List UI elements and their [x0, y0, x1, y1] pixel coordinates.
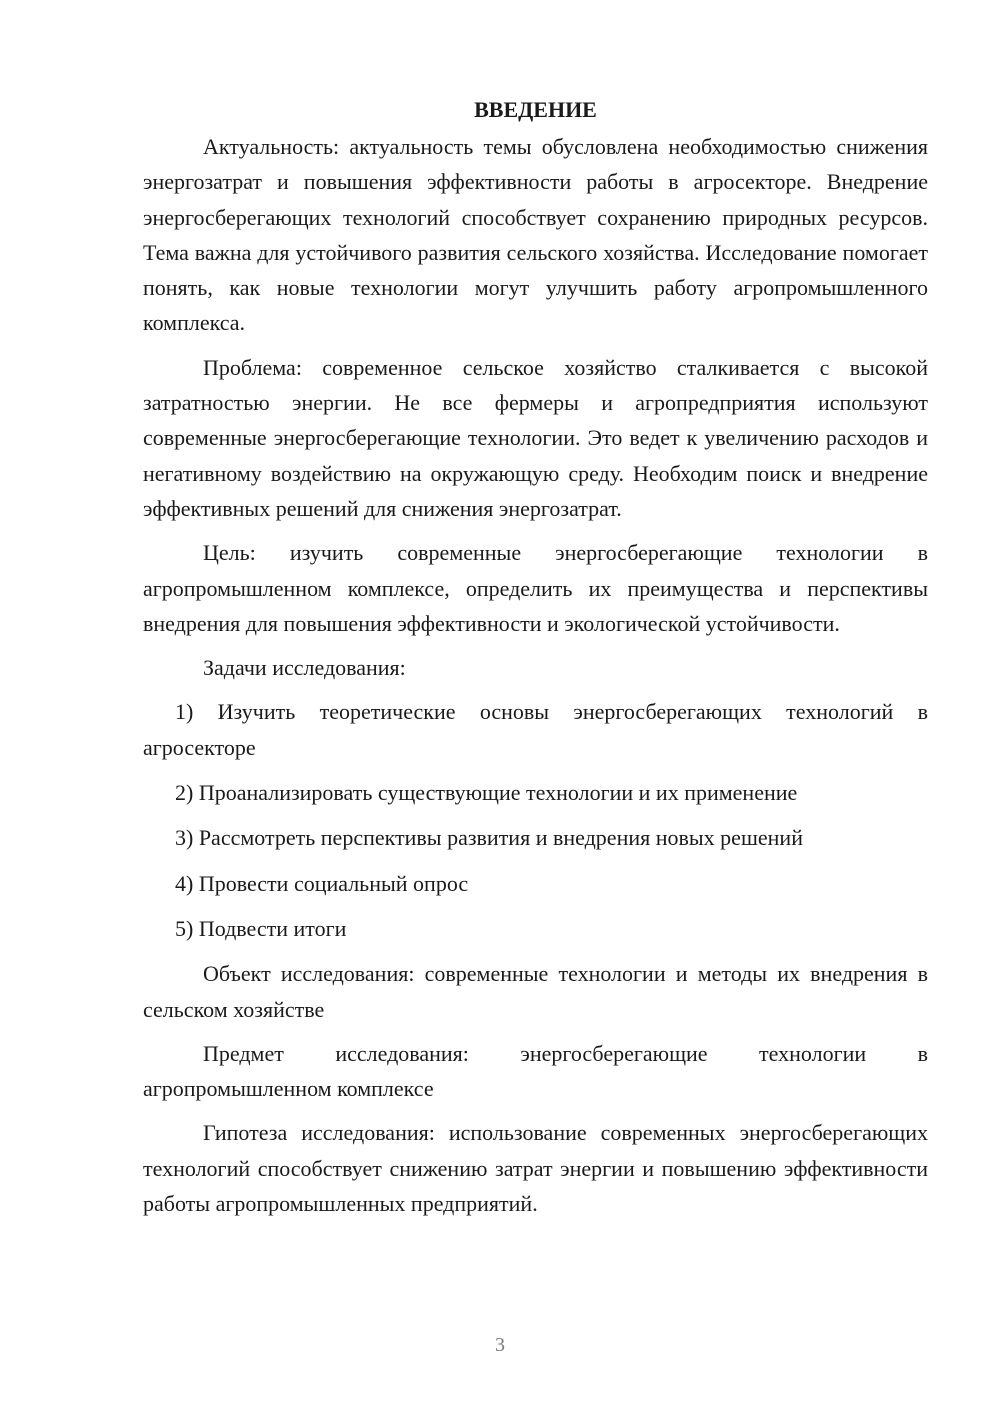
hypothesis-paragraph: Гипотеза исследования: использование современных энергосберегающих технологий способствует снижению затрат энергии и повышению эффективности работы агропромышленных предприятий.	[143, 1120, 928, 1217]
goal-paragraph: Цель: изучить современные энергосберегающие технологии в агропромышленном комплексе, определить их преимущества и перспективы внедрения для повышения эффективности и экологической устойчивости.	[143, 540, 928, 636]
page-heading: ВВЕДЕНИЕ	[474, 97, 597, 122]
object-paragraph: Объект исследования: современные технологии и методы их внедрения в сельском хозяйстве	[143, 961, 928, 1022]
list-item: 2) Проанализировать существующие технологии и их применение	[175, 780, 798, 806]
list-item: 1) Изучить теоретические основы энергосберегающих технологий в агросекторе	[143, 699, 928, 760]
tasks-list	[143, 694, 928, 946]
relevance-paragraph: Актуальность: актуальность темы обусловлена необходимостью снижения энергозатрат и повышения эффективности работы в агросекторе. Внедрение энергосберегающих технологий способствует сохранению природных ресурсов. Тема важна для устойчивого развития сельского хозяйства. Исследование помогает понять, как новые технологии могут улучшить работу агропромышленного комплекса.	[143, 134, 928, 336]
page-number: 3	[495, 1334, 505, 1356]
list-item: 3) Рассмотреть перспективы развития и внедрения новых решений	[175, 825, 803, 851]
list-item: 5) Подвести итоги	[175, 915, 347, 941]
document-page	[143, 92, 928, 1230]
tasks-title: Задачи исследования:	[203, 655, 406, 681]
subject-paragraph: Предмет исследования: энергосберегающие технологии в агропромышленном комплексе	[143, 1040, 928, 1102]
problem-paragraph: Проблема: современное сельское хозяйство сталкивается с высокой затратностью энергии. Не все фермеры и агропредприятия используют современные энергосберегающие технологии. Это ведет к увеличению расходов и негативному воздействию на окружающую среду. Необходим поиск и внедрение эффективных решений для снижения энергозатрат.	[143, 354, 928, 521]
list-item: 4) Провести социальный опрос	[175, 870, 469, 896]
